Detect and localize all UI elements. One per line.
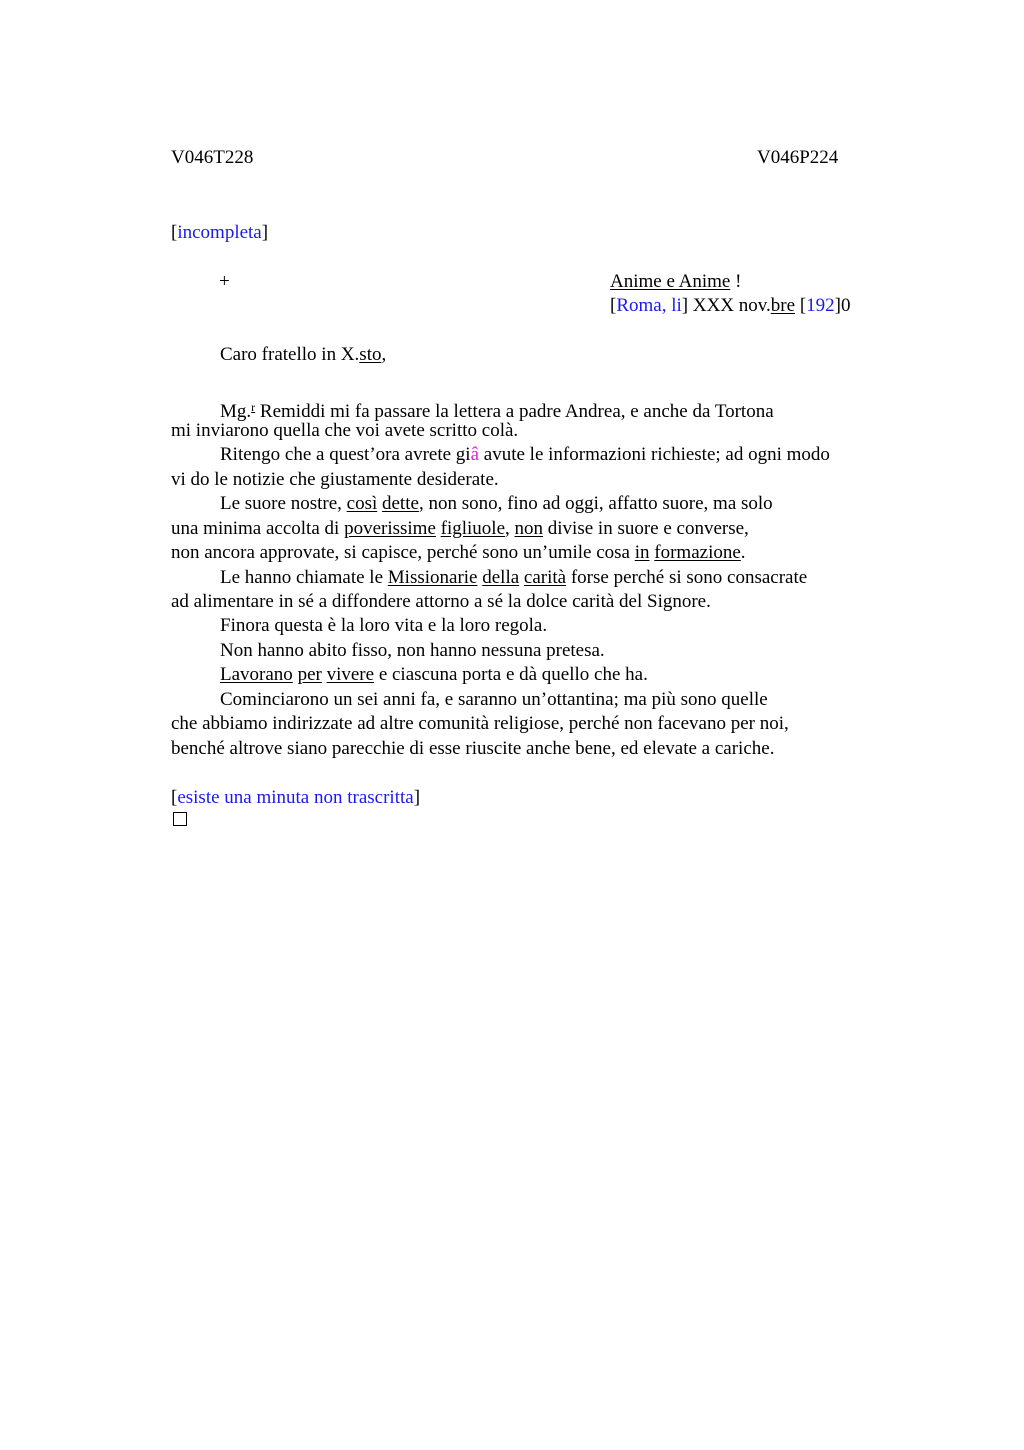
body-line-9: ad alimentare in sé a diffondere attorno a sé la dolce carità del Signore.: [171, 591, 711, 612]
editorial-note-incomplete: [incompleta]: [171, 222, 269, 243]
body-line-10: Finora questa è la loro vita e la loro regola.: [220, 615, 548, 636]
body-line-4: vi do le notizie che giustamente desiderate.: [171, 469, 499, 490]
body-line-15: benché altrove siano parecchie di esse riuscite anche bene, ed elevate a cariche.: [171, 738, 775, 759]
body-line-13: Cominciarono un sei anni fa, e saranno un’ottantina; ma più sono quelle: [220, 689, 768, 710]
dateline-place: Roma, li: [616, 295, 682, 316]
dateline-year-editorial: 192: [806, 295, 835, 316]
editorial-note-draft: [esiste una minuta non trascritta]: [171, 787, 421, 808]
body-line-3: Ritengo che a quest’ora avrete giâ avute le informazioni richieste; ad ogni modo: [220, 444, 830, 465]
editorial-note-text: incompleta: [177, 222, 262, 243]
square-icon: [173, 812, 187, 826]
editorial-note-draft-text: esiste una minuta non trascritta: [177, 787, 414, 808]
document-code-left: V046T228: [171, 147, 254, 168]
body-line-12: Lavorano per vivere e ciascuna porta e dà quello che ha.: [220, 664, 648, 685]
document-code-right: V046P224: [757, 147, 839, 168]
motto: Anime e Anime !: [610, 271, 742, 292]
body-line-2: mi inviarono quella che voi avete scritto colà.: [171, 420, 519, 441]
body-line-6: una minima accolta di poverissime figliuole, non divise in suore e converse,: [171, 518, 749, 539]
body-line-1: Mg.$^r$ Remiddi mi fa passare la lettera a padre Andrea, e anche da Tortona: [220, 400, 774, 422]
body-line-8: Le hanno chiamate le Missionarie della carità forse perché si sono consacrate: [220, 567, 808, 588]
dateline: [Roma, li] XXX nov.bre [192]0: [610, 295, 851, 316]
body-line-14: che abbiamo indirizzate ad altre comunità religiose, perché non facevano per noi,: [171, 713, 789, 734]
cross-mark: +: [219, 271, 230, 292]
body-line-11: Non hanno abito fisso, non hanno nessuna pretesa.: [220, 640, 605, 661]
body-line-5: Le suore nostre, così dette, non sono, fino ad oggi, affatto suore, ma solo: [220, 493, 773, 514]
body-line-7: non ancora approvate, si capisce, perché sono un’umile cosa in formazione.: [171, 542, 746, 563]
accent-correction: â: [470, 444, 480, 465]
salutation: Caro fratello in X.sto,: [220, 344, 387, 365]
